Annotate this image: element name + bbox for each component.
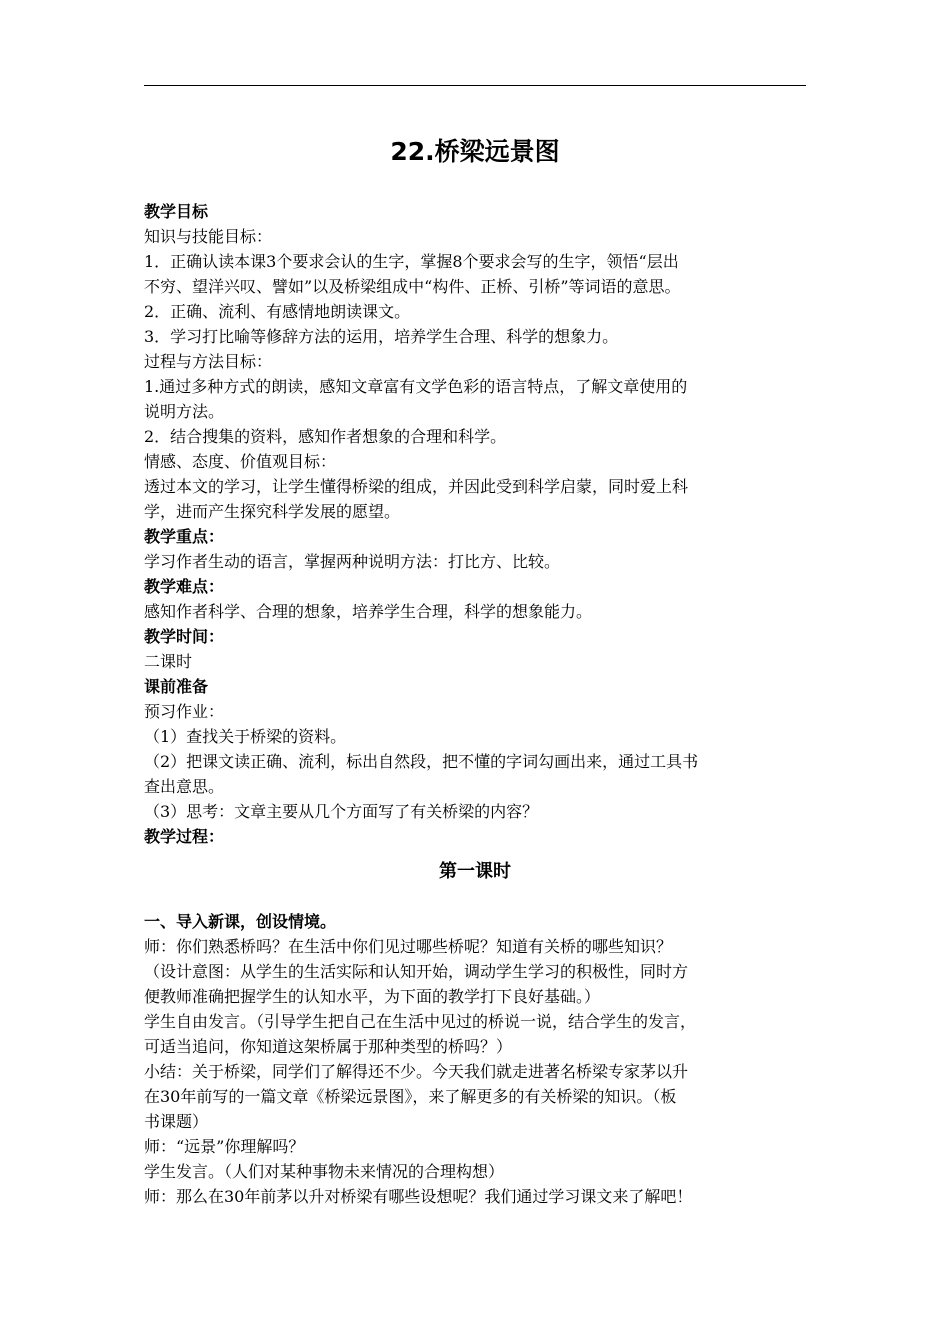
section-one-heading: 一、导入新课，创设情境。 [144,912,337,931]
lesson-one-heading: 第一课时 [439,861,511,882]
focus-heading: 教学重点： [144,527,225,546]
knowledge-item-1-line-2: 不穷、望洋兴叹、譬如”以及桥梁组成中“构件、正桥、引桥”等词语的意思。 [144,277,681,296]
focus-text: 学习作者生动的语言，掌握两种说明方法：打比方、比较。 [144,552,561,571]
lesson-paragraph-2-line-1: （设计意图：从学生的生活实际和认知开始，调动学生学习的积极性，同时方 [144,962,689,981]
homework-item-3: （3）思考：文章主要从几个方面写了有关桥梁的内容？ [144,802,539,821]
lesson-paragraph-7: 师：那么在30年前茅以升对桥梁有哪些设想呢？我们通过学习课文来了解吧！ [144,1187,693,1206]
lesson-paragraph-4-line-1: 小结：关于桥梁，同学们了解得还不少。今天我们就走进著名桥梁专家茅以升 [144,1062,689,1081]
lesson-paragraph-2-line-2: 便教师准确把握学生的认知水平，为下面的教学打下良好基础。） [144,987,601,1006]
time-heading: 教学时间： [144,627,225,646]
time-text: 二课时 [144,652,193,671]
lesson-paragraph-3-line-2: 可适当追问，你知道这架桥属于那种类型的桥吗？） [144,1037,513,1056]
lesson-paragraph-6: 学生发言。（人们对某种事物未来情况的合理构想） [144,1162,505,1181]
lesson-paragraph-4-line-2: 在30年前写的一篇文章《桥梁远景图》，来了解更多的有关桥梁的知识。（板 [144,1087,677,1106]
knowledge-item-2: 2．正确、流利、有感情地朗读课文。 [144,302,411,321]
knowledge-item-1-line-1: 1．正确认读本课3个要求会认的生字，掌握8个要求会写的生字，领悟“层出 [144,252,679,271]
homework-item-1: （1）查找关于桥梁的资料。 [144,727,347,746]
homework-heading: 预习作业： [144,702,225,721]
process-item-2: 2．结合搜集的资料，感知作者想象的合理和科学。 [144,427,507,446]
prep-heading: 课前准备 [144,677,209,696]
document-title: 22.桥梁远景图 [390,137,560,166]
knowledge-item-3: 3．学习打比喻等修辞方法的运用，培养学生合理、科学的想象力。 [144,327,619,346]
homework-item-2-line-1: （2）把课文读正确、流利，标出自然段，把不懂的字词勾画出来，通过工具书 [144,752,699,771]
process-method-heading: 过程与方法目标： [144,352,273,371]
emotion-item-line-2: 学，进而产生探究科学发展的愿望。 [144,502,401,521]
document-body [144,130,806,1209]
process-heading: 教学过程： [144,827,225,846]
knowledge-heading: 知识与技能目标： [144,227,273,246]
header-rule [144,85,806,86]
goals-heading: 教学目标 [144,202,209,221]
emotion-item-line-1: 透过本文的学习，让学生懂得桥梁的组成，并因此受到科学启蒙，同时爱上科 [144,477,689,496]
lesson-paragraph-3-line-1: 学生自由发言。（引导学生把自己在生活中见过的桥说一说，结合学生的发言， [144,1012,697,1031]
process-item-1-line-1: 1.通过多种方式的朗读，感知文章富有文学色彩的语言特点，了解文章使用的 [144,377,688,396]
difficulty-heading: 教学难点： [144,577,225,596]
lesson-paragraph-1: 师：你们熟悉桥吗？在生活中你们见过哪些桥呢？知道有关桥的哪些知识？ [144,937,673,956]
lesson-paragraph-5: 师：“远景”你理解吗？ [144,1137,305,1156]
lesson-paragraph-4-line-3: 书课题） [144,1112,209,1131]
difficulty-text: 感知作者科学、合理的想象，培养学生合理，科学的想象能力。 [144,602,593,621]
process-item-1-line-2: 说明方法。 [144,402,225,421]
emotion-heading: 情感、态度、价值观目标： [144,452,337,471]
homework-item-2-line-2: 查出意思。 [144,777,225,796]
